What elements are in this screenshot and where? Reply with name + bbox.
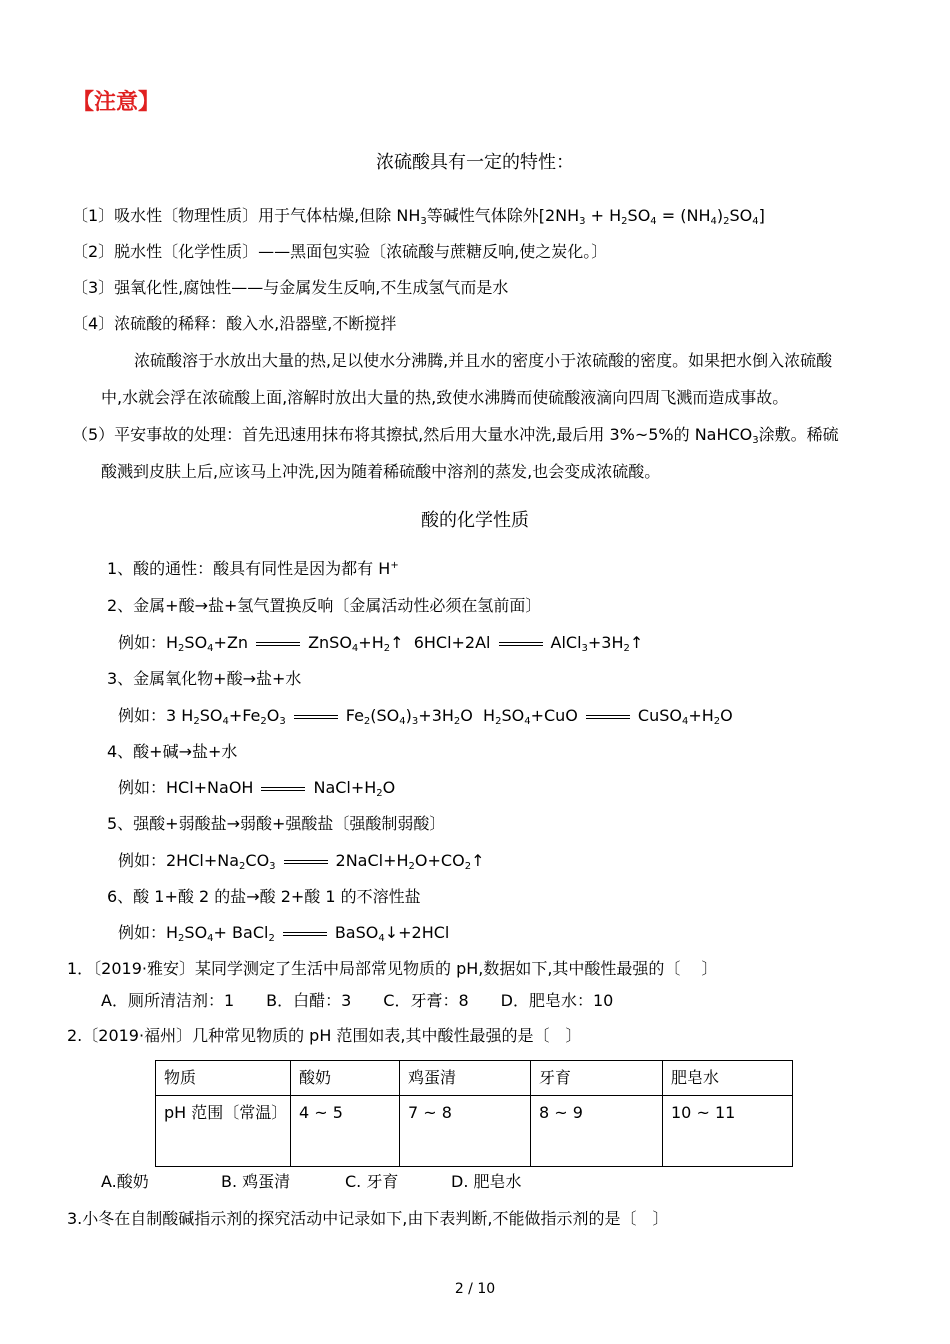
question-2-option-d: D. 肥皂水: [451, 1172, 522, 1191]
dilution-explanation-line2: 中,水就会浮在浓硫酸上面,溶解时放出大量的热,致使水沸腾而使硫酸液滴向四周飞溅而造成事故。: [101, 388, 789, 407]
table-cell: 物质: [156, 1061, 291, 1096]
table-cell: 8 ~ 9: [531, 1096, 663, 1167]
accident-handling-line1: （5）平安事故的处理：首先迅速用抹布将其擦拭,然后用大量水冲洗,最后用 3%~5%的 NaHCO$_3$涂敷。稀硫: [72, 425, 839, 446]
table-cell: 牙育: [531, 1061, 663, 1096]
example-insoluble-salt: 例如：$H_2SO_4+$ BaCl$_2$ BaSO$_4$↓+2HCl: [118, 923, 450, 944]
question-2-option-c: C. 牙育: [345, 1172, 399, 1191]
example-acid-base: 例如：HCl+NaOH $NaCl+H_2O$: [118, 778, 396, 799]
example-metal-acid: 例如：$H_2SO_4+Zn$ $ZnSO_4+H_2↑$ 6HCl+2Al $AlCl_3+3H_2↑$: [118, 633, 644, 654]
question-1-stem: 1．〔2019·雅安〕某同学测定了生活中局部常见物质的 pH,数据如下,其中酸性最强的〔 〕: [67, 959, 718, 978]
dilution-explanation-line1: 浓硫酸溶于水放出大量的热,足以使水分沸腾,并且水的密度小于浓硫酸的密度。如果把水倒入浓硫酸: [134, 351, 833, 370]
table-cell: 肥皂水: [663, 1061, 793, 1096]
table-row: [156, 1096, 793, 1167]
table-cell: 鸡蛋清: [400, 1061, 531, 1096]
table-header-row: [156, 1061, 793, 1096]
property-2-dehydration: 〔2〕脱水性〔化学性质〕——黑面包实验〔浓硫酸与蔗糖反响,使之炭化。〕: [72, 242, 608, 261]
example-strong-weak-acid: 例如：$2HCl+Na_2CO_3$ $2NaCl+H_2O+CO_2↑$: [118, 851, 485, 872]
accident-handling-line2: 酸溅到皮肤上后,应该马上冲洗,因为随着稀硫酸中溶剂的蒸发,也会变成浓硫酸。: [101, 462, 661, 481]
property-4-dilution: 〔4〕浓硫酸的稀释：酸入水,沿器壁,不断搅拌: [72, 314, 397, 333]
property-1-water-absorption: 〔1〕吸水性〔物理性质〕用于气体枯燥,但除 $NH_3$等碱性气体除外$[2NH_3 + H_2SO_4 = (NH_4)_2SO_4]$: [72, 206, 765, 227]
section1-title: 浓硫酸具有一定的特性：: [376, 152, 574, 173]
acid-property-6: 6、酸 1+酸 2 的盐→酸 2+酸 1 的不溶性盐: [107, 887, 421, 906]
question-2-option-b: B. 鸡蛋清: [221, 1172, 291, 1191]
question-3-stem: 3.小冬在自制酸碱指示剂的探究活动中记录如下,由下表判断,不能做指示剂的是〔 〕: [67, 1209, 669, 1228]
property-3-oxidation: 〔3〕强氧化性,腐蚀性——与金属发生反响,不生成氢气而是水: [72, 278, 509, 297]
ph-range-table: [155, 1060, 793, 1167]
question-2-option-a: A.酸奶: [101, 1172, 149, 1191]
acid-property-3: 3、金属氧化物+酸→盐+水: [107, 669, 302, 688]
example-metal-oxide-acid: 例如：3 $H_2SO_4+Fe_2O_3$ $Fe_2(SO_4)_3+3H_2O$ $H_2SO_4+CuO$ $CuSO_4+H_2O$: [118, 706, 733, 727]
page-number: 2 / 10: [454, 1281, 496, 1297]
question-1-options: A．厕所清洁剂：1 B．白醋：3 C．牙膏：8 D．肥皂水：10: [101, 991, 614, 1010]
acid-property-5: 5、强酸+弱酸盐→弱酸+强酸盐〔强酸制弱酸〕: [107, 814, 446, 833]
notice-heading: 【注意】: [72, 90, 161, 115]
acid-property-2: 2、金属+酸→盐+氢气置换反响〔金属活动性必须在氢前面〕: [107, 596, 542, 615]
table-cell: 7 ~ 8: [400, 1096, 531, 1167]
section2-title: 酸的化学性质: [421, 510, 529, 531]
acid-property-1: 1、酸的通性：酸具有同性是因为都有 H+: [107, 559, 399, 578]
question-2-stem: 2.〔2019·福州〕几种常见物质的 pH 范围如表,其中酸性最强的是〔 〕: [67, 1026, 582, 1045]
table-cell: 4 ~ 5: [291, 1096, 400, 1167]
table-cell: 酸奶: [291, 1061, 400, 1096]
table-cell: pH 范围〔常温〕: [156, 1096, 291, 1167]
table-cell: 10 ~ 11: [663, 1096, 793, 1167]
acid-property-4: 4、酸+碱→盐+水: [107, 742, 238, 761]
